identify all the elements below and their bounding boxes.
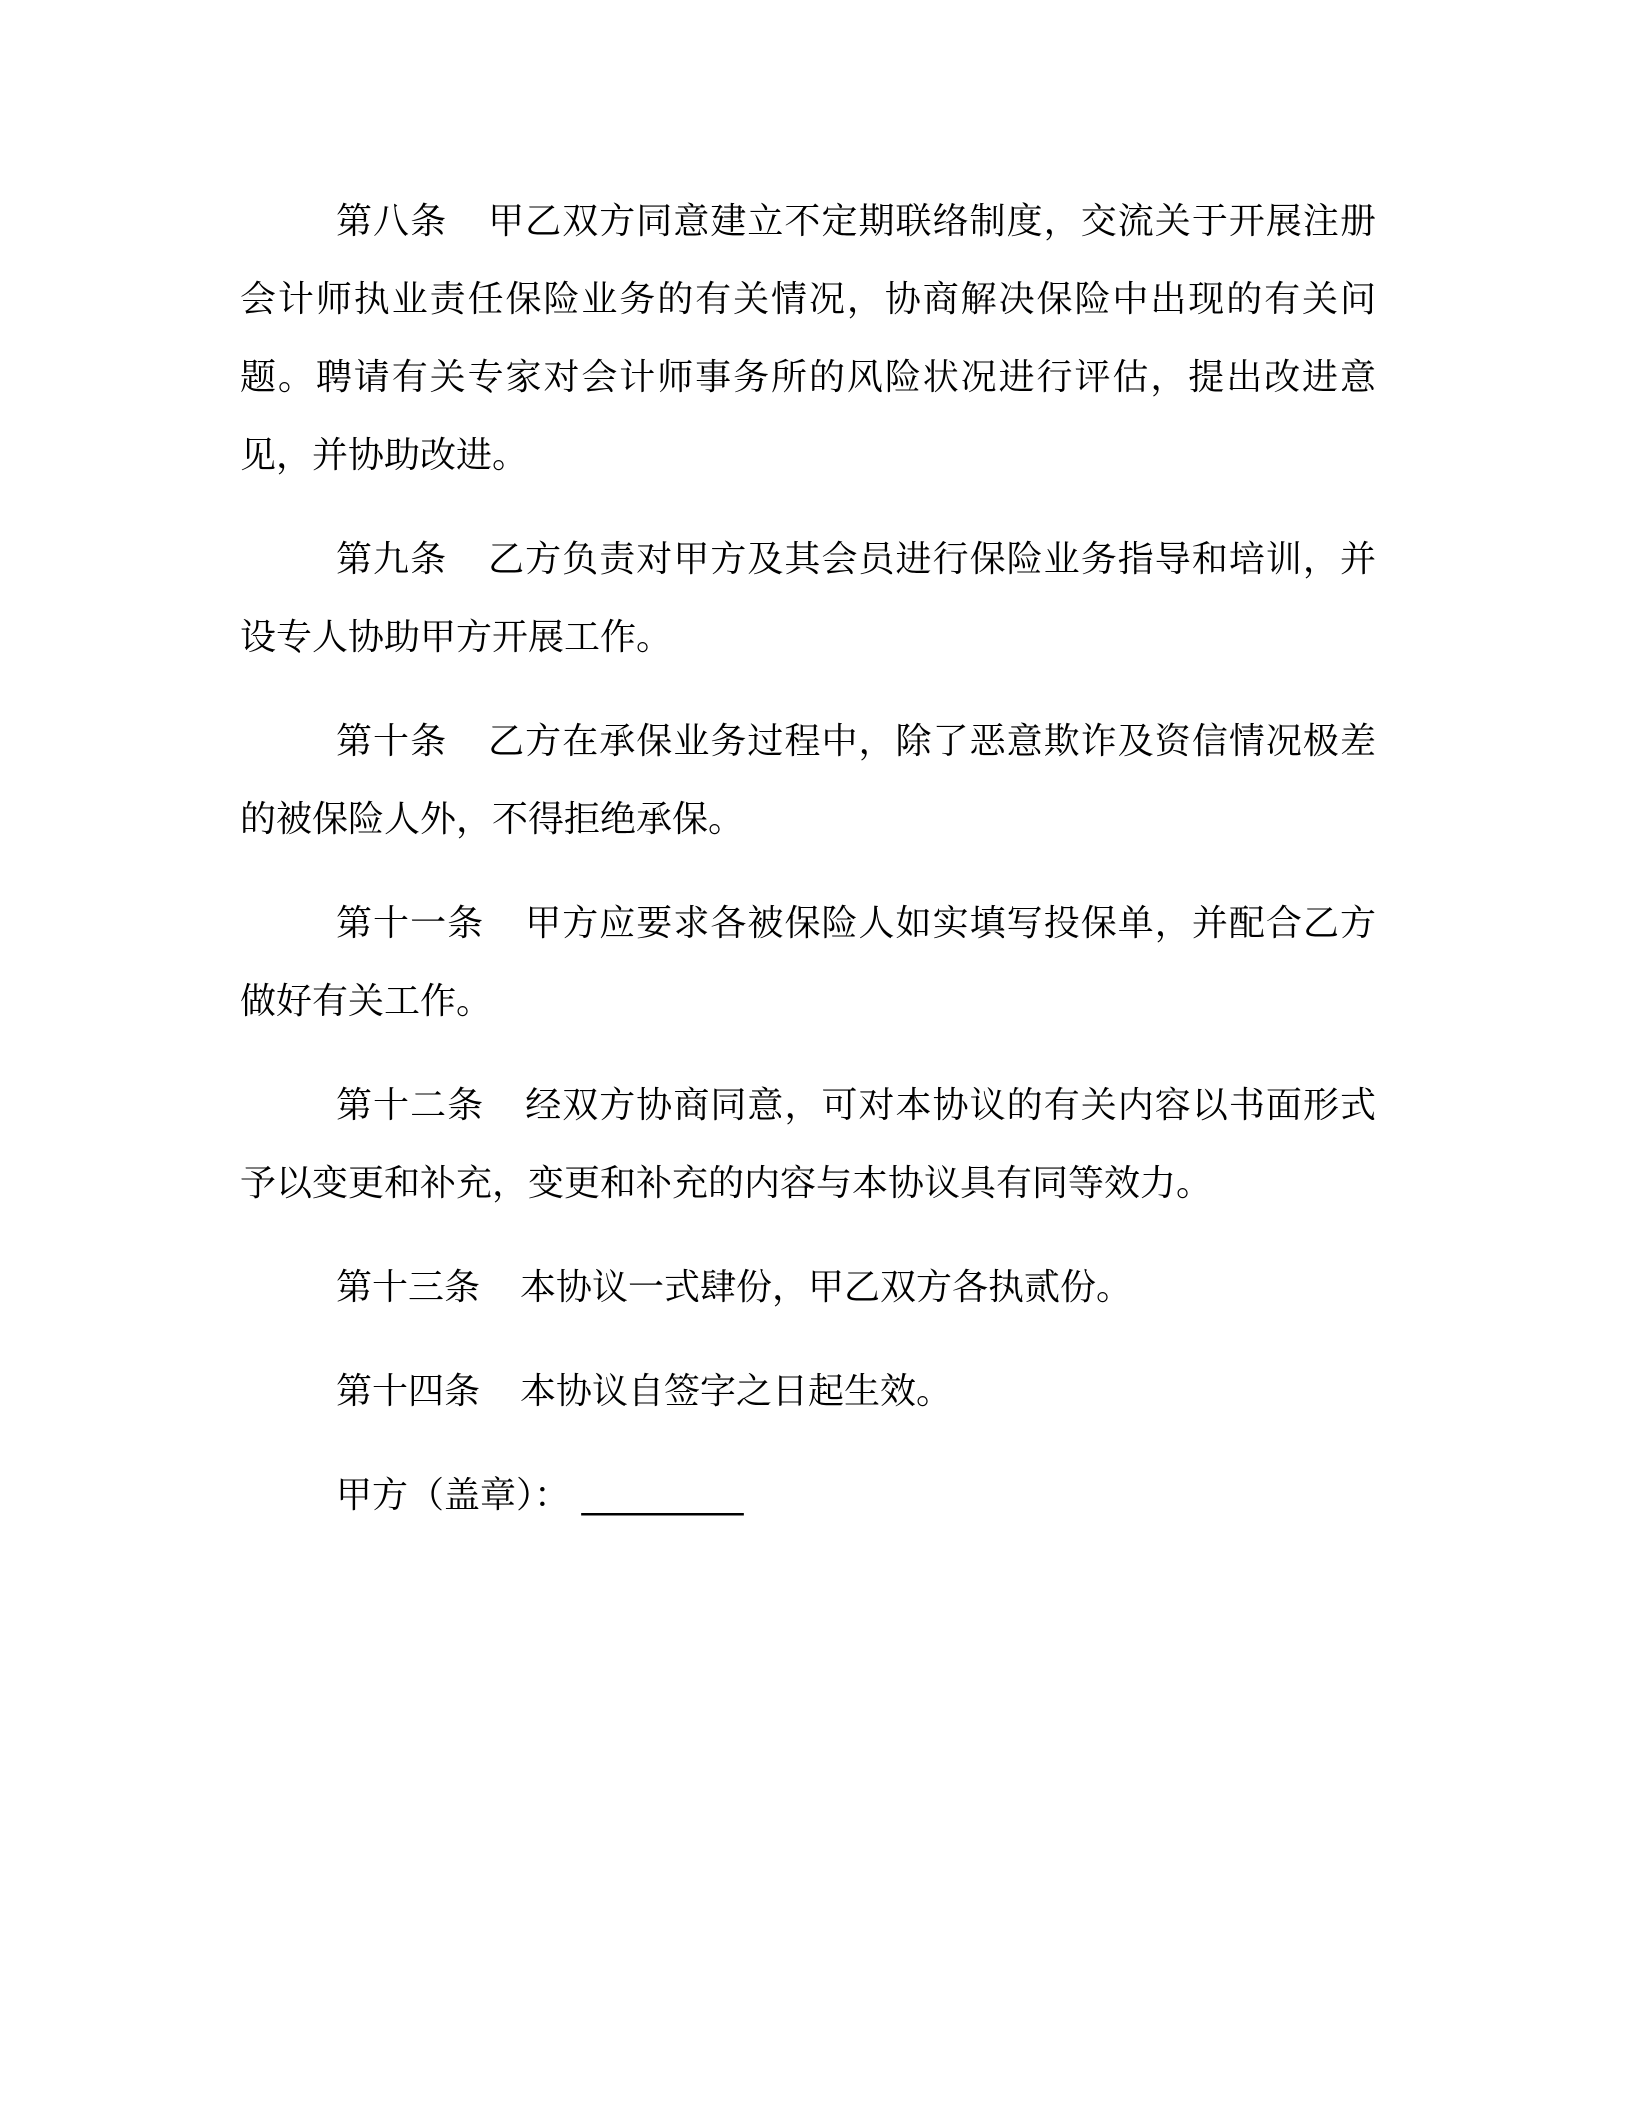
article-10 — [240, 703, 1376, 859]
article-label: 第十一条 — [336, 903, 485, 944]
party-a-signature-line — [240, 1457, 1376, 1535]
article-text: 甲乙双方同意建立不定期联络制度，交流关于开展注册会计师执业责任保险业务的有关情况，协商解决保险中出现的有关问题。聘请有关专家对会计师事务所的风险状况进行评估，提出改进意见，并协助改进。 — [240, 201, 1376, 476]
article-14 — [240, 1353, 1376, 1431]
article-text: 乙方在承保业务过程中，除了恶意欺诈及资信情况极差的被保险人外，不得拒绝承保。 — [240, 721, 1376, 840]
article-8 — [240, 183, 1376, 495]
article-label: 第九条 — [336, 539, 448, 580]
article-text: 乙方负责对甲方及其会员进行保险业务指导和培训，并设专人协助甲方开展工作。 — [240, 539, 1376, 658]
article-label: 第十条 — [336, 721, 448, 762]
article-label: 第八条 — [336, 201, 448, 242]
article-label: 第十四条 — [336, 1371, 481, 1412]
article-9 — [240, 521, 1376, 677]
document-body — [240, 183, 1376, 1561]
article-text: 经双方协商同意，可对本协议的有关内容以书面形式予以变更和补充，变更和补充的内容与本协议具有同等效力。 — [240, 1085, 1376, 1204]
signature-label: 甲方（盖章）： — [336, 1475, 571, 1516]
article-11 — [240, 885, 1376, 1041]
article-12 — [240, 1067, 1376, 1223]
article-text: 本协议自签字之日起生效。 — [520, 1371, 953, 1412]
signature-blank: _________ — [581, 1475, 744, 1516]
article-label: 第十三条 — [336, 1267, 481, 1308]
article-text: 甲方应要求各被保险人如实填写投保单，并配合乙方做好有关工作。 — [240, 903, 1376, 1022]
article-13 — [240, 1249, 1376, 1327]
article-label: 第十二条 — [336, 1085, 485, 1126]
article-text: 本协议一式肆份，甲乙双方各执贰份。 — [520, 1267, 1133, 1308]
